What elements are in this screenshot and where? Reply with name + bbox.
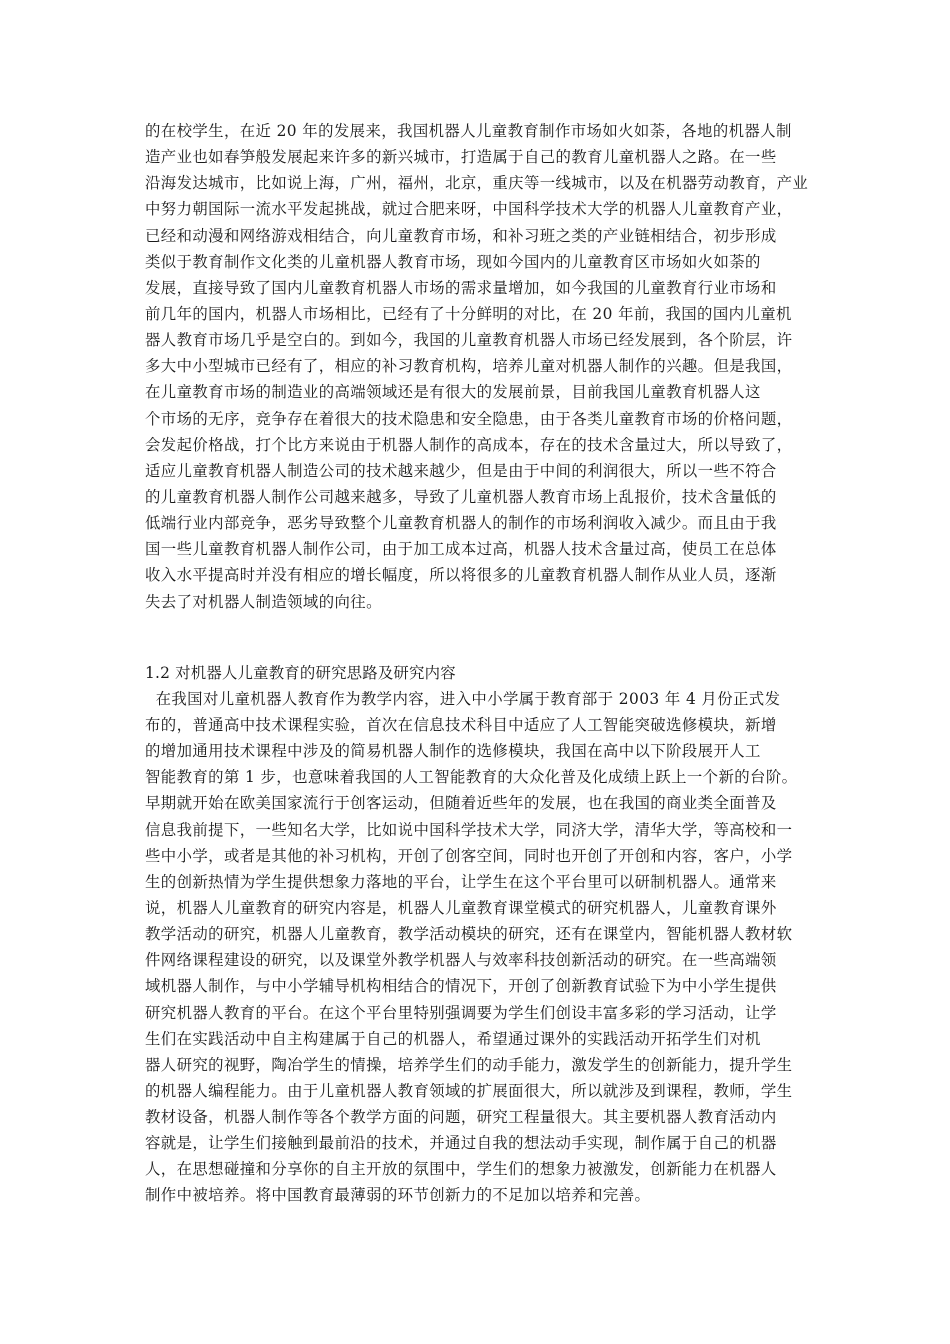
text-line: 些中小学，或者是其他的补习机构，开创了创客空间，同时也开创了开创和内容，客户，小学 (145, 846, 793, 865)
paragraph-1 (145, 118, 809, 615)
text-line: 类似于教育制作文化类的儿童机器人教育市场，现如今国内的儿童教育区市场如火如荼的 (145, 252, 761, 271)
text-line: 布的，普通高中技术课程实验，首次在信息技术科目中适应了人工智能突破选修模块，新增 (145, 715, 777, 734)
section-heading (145, 660, 809, 686)
heading-text: 1.2 对机器人儿童教育的研究思路及研究内容 (145, 663, 456, 682)
paragraph-2 (145, 686, 809, 1209)
text-line: 域机器人制作，与中小学辅导机构相结合的情况下，开创了创新教育试验下为中小学生提供 (145, 977, 777, 996)
text-line: 智能教育的第 1 步，也意味着我国的人工智能教育的大众化普及化成绩上跃上一个新的台阶。 (145, 768, 798, 787)
text-line: 沿海发达城市，比如说上海，广州，福州，北京，重庆等一线城市，以及在机器劳动教育，产业 (145, 174, 809, 193)
text-line: 制作中被培养。将中国教育最薄弱的环节创新力的不足加以培养和完善。 (145, 1186, 651, 1205)
text-line: 会发起价格战，打个比方来说由于机器人制作的高成本，存在的技术含量过大，所以导致了， (145, 435, 793, 454)
text-line: 在我国对儿童机器人教育作为教学内容，进入中小学属于教育部于 2003 年 4 月份正式发 (145, 689, 781, 708)
text-line: 中努力朝国际一流水平发起挑战，就过合肥来呀，中国科学技术大学的机器人儿童教育产业， (145, 200, 793, 219)
text-line: 器人研究的视野，陶冶学生的情操，培养学生们的动手能力，激发学生的创新能力，提升学生 (145, 1055, 793, 1074)
text-line: 发展，直接导致了国内儿童教育机器人市场的需求量增加，如今我国的儿童教育行业市场和 (145, 278, 777, 297)
text-line: 人，在思想碰撞和分享你的自主开放的氛围中，学生们的想象力被激发，创新能力在机器人 (145, 1160, 777, 1179)
text-line: 研究机器人教育的平台。在这个平台里特别强调要为学生们创设丰富多彩的学习活动，让学 (145, 1003, 777, 1022)
text-line: 说，机器人儿童教育的研究内容是，机器人儿童教育课堂模式的研究机器人，儿童教育课外 (145, 898, 777, 917)
text-line: 的儿童教育机器人制作公司越来越多，导致了儿童机器人教育市场上乱报价，技术含量低的 (145, 487, 777, 506)
text-line: 多大中小型城市已经有了，相应的补习教育机构，培养儿童对机器人制作的兴趣。但是我国， (145, 357, 793, 376)
text-line: 教学活动的研究，机器人儿童教育，教学活动模块的研究，还有在课堂内，智能机器人教材软 (145, 925, 793, 944)
section-gap (145, 615, 809, 660)
text-line: 件网络课程建设的研究，以及课堂外教学机器人与效率科技创新活动的研究。在一些高端领 (145, 951, 777, 970)
text-line: 已经和动漫和网络游戏相结合，向儿童教育市场，和补习班之类的产业链相结合，初步形成 (145, 226, 777, 245)
text-line: 造产业也如春笋般发展起来许多的新兴城市，打造属于自己的教育儿童机器人之路。在一些 (145, 148, 777, 167)
text-line: 生的创新热情为学生提供想象力落地的平台，让学生在这个平台里可以研制机器人。通常来 (145, 872, 777, 891)
document-body (145, 118, 809, 1209)
text-line: 的增加通用技术课程中涉及的简易机器人制作的选修模块，我国在高中以下阶段展开人工 (145, 742, 761, 761)
text-line: 信息我前提下，一些知名大学，比如说中国科学技术大学，同济大学，清华大学，等高校和一 (145, 820, 793, 839)
text-line: 前几年的国内，机器人市场相比，已经有了十分鲜明的对比，在 20 年前，我国的国内儿童机 (145, 304, 792, 323)
text-line: 适应儿童教育机器人制造公司的技术越来越少，但是由于中间的利润很大，所以一些不符合 (145, 461, 777, 480)
text-line: 个市场的无序，竞争存在着很大的技术隐患和安全隐患，由于各类儿童教育市场的价格问题， (145, 409, 793, 428)
text-line: 教材设备，机器人制作等各个教学方面的问题，研究工程量很大。其主要机器人教育活动内 (145, 1108, 777, 1127)
text-line: 在儿童教育市场的制造业的高端领域还是有很大的发展前景，目前我国儿童教育机器人这 (145, 383, 761, 402)
text-line: 器人教育市场几乎是空白的。到如今，我国的儿童教育机器人市场已经发展到，各个阶层，许 (145, 331, 793, 350)
text-line: 国一些儿童教育机器人制作公司，由于加工成本过高，机器人技术含量过高，使员工在总体 (145, 540, 777, 559)
text-line: 收入水平提高时并没有相应的增长幅度，所以将很多的儿童教育机器人制作从业人员，逐渐 (145, 566, 777, 585)
text-line: 失去了对机器人制造领域的向往。 (145, 592, 382, 611)
text-line: 的在校学生，在近 20 年的发展来，我国机器人儿童教育制作市场如火如荼，各地的机器人制 (145, 122, 792, 140)
text-line: 容就是，让学生们接触到最前沿的技术，并通过自我的想法动手实现，制作属于自己的机器 (145, 1134, 777, 1153)
text-line: 生们在实践活动中自主构建属于自己的机器人，希望通过课外的实践活动开拓学生们对机 (145, 1029, 761, 1048)
text-line: 的机器人编程能力。由于儿童机器人教育领域的扩展面很大，所以就涉及到课程，教师，学生 (145, 1081, 793, 1100)
text-line: 早期就开始在欧美国家流行于创客运动，但随着近些年的发展，也在我国的商业类全面普及 (145, 794, 777, 813)
text-line: 低端行业内部竞争，恶劣导致整个儿童教育机器人的制作的市场利润收入减少。而且由于我 (145, 514, 777, 533)
